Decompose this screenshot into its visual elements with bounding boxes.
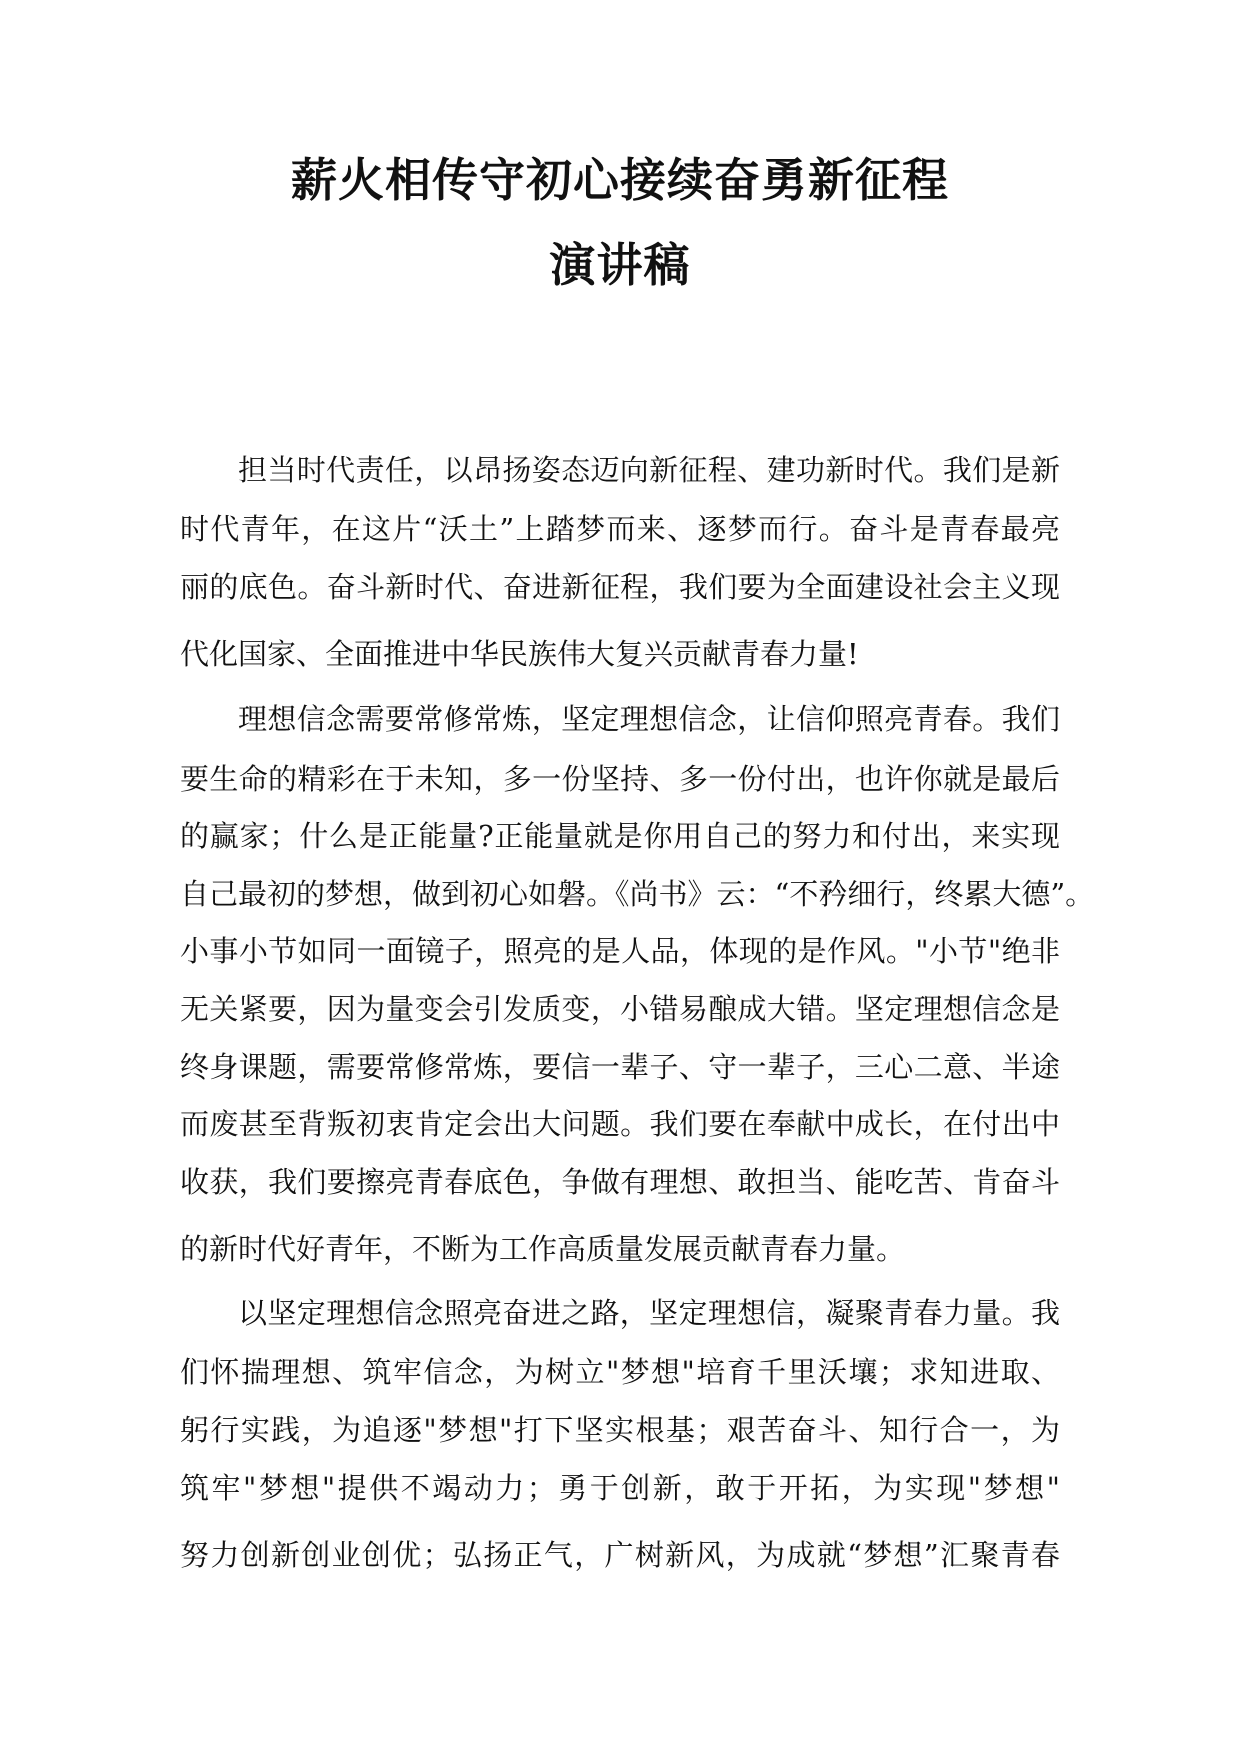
text-line: 终身课题，需要常修常炼，要信一辈子、守一辈子，三心二意、半途 <box>180 1050 1060 1084</box>
text-line: 担当时代责任，以昂扬姿态迈向新征程、建功新时代。我们是新 <box>238 453 1060 487</box>
text-line: 而废甚至背叛初衷肯定会出大问题。我们要在奉献中成长，在付出中 <box>180 1107 1060 1141</box>
text-line: 无关紧要，因为量变会引发质变，小错易酿成大错。坚定理想信念是 <box>180 992 1060 1026</box>
document-title: 薪火相传守初心接续奋勇新征程 <box>291 153 949 207</box>
text-line: 筑牢"梦想"提供不竭动力；勇于创新，敢于开拓，为实现"梦想" <box>180 1471 1060 1505</box>
text-line: 理想信念需要常修常炼，坚定理想信念，让信仰照亮青春。我们 <box>238 702 1060 736</box>
text-line: 自己最初的梦想，做到初心如磐。《尚书》云：“不矜细行，终累大德”。 <box>180 877 1095 911</box>
text-line: 的新时代好青年，不断为工作高质量发展贡献青春力量。 <box>180 1232 906 1266</box>
text-line: 时代青年，在这片“沃土”上踏梦而来、逐梦而行。奋斗是青春最亮 <box>180 512 1060 546</box>
document-subtitle: 演讲稿 <box>549 238 691 292</box>
text-line: 躬行实践，为追逐"梦想"打下坚实根基；艰苦奋斗、知行合一，为 <box>180 1413 1060 1447</box>
text-line: 要生命的精彩在于未知，多一份坚持、多一份付出，也许你就是最后 <box>180 762 1060 796</box>
text-line: 收获，我们要擦亮青春底色，争做有理想、敢担当、能吃苦、肯奋斗 <box>180 1165 1060 1199</box>
text-line: 代化国家、全面推进中华民族伟大复兴贡献青春力量! <box>180 637 859 671</box>
text-line: 努力创新创业创优；弘扬正气，广树新风，为成就“梦想”汇聚青春 <box>180 1538 1060 1572</box>
text-line: 小事小节如同一面镜子，照亮的是人品，体现的是作风。"小节"绝非 <box>180 934 1060 968</box>
text-line: 的赢家；什么是正能量?正能量就是你用自己的努力和付出，来实现 <box>180 819 1060 853</box>
text-line: 丽的底色。奋斗新时代、奋进新征程，我们要为全面建设社会主义现 <box>180 570 1060 604</box>
text-line: 以坚定理想信念照亮奋进之路，坚定理想信，凝聚青春力量。我 <box>238 1296 1060 1330</box>
text-line: 们怀揣理想、筑牢信念，为树立"梦想"培育千里沃壤；求知进取、 <box>180 1355 1060 1389</box>
